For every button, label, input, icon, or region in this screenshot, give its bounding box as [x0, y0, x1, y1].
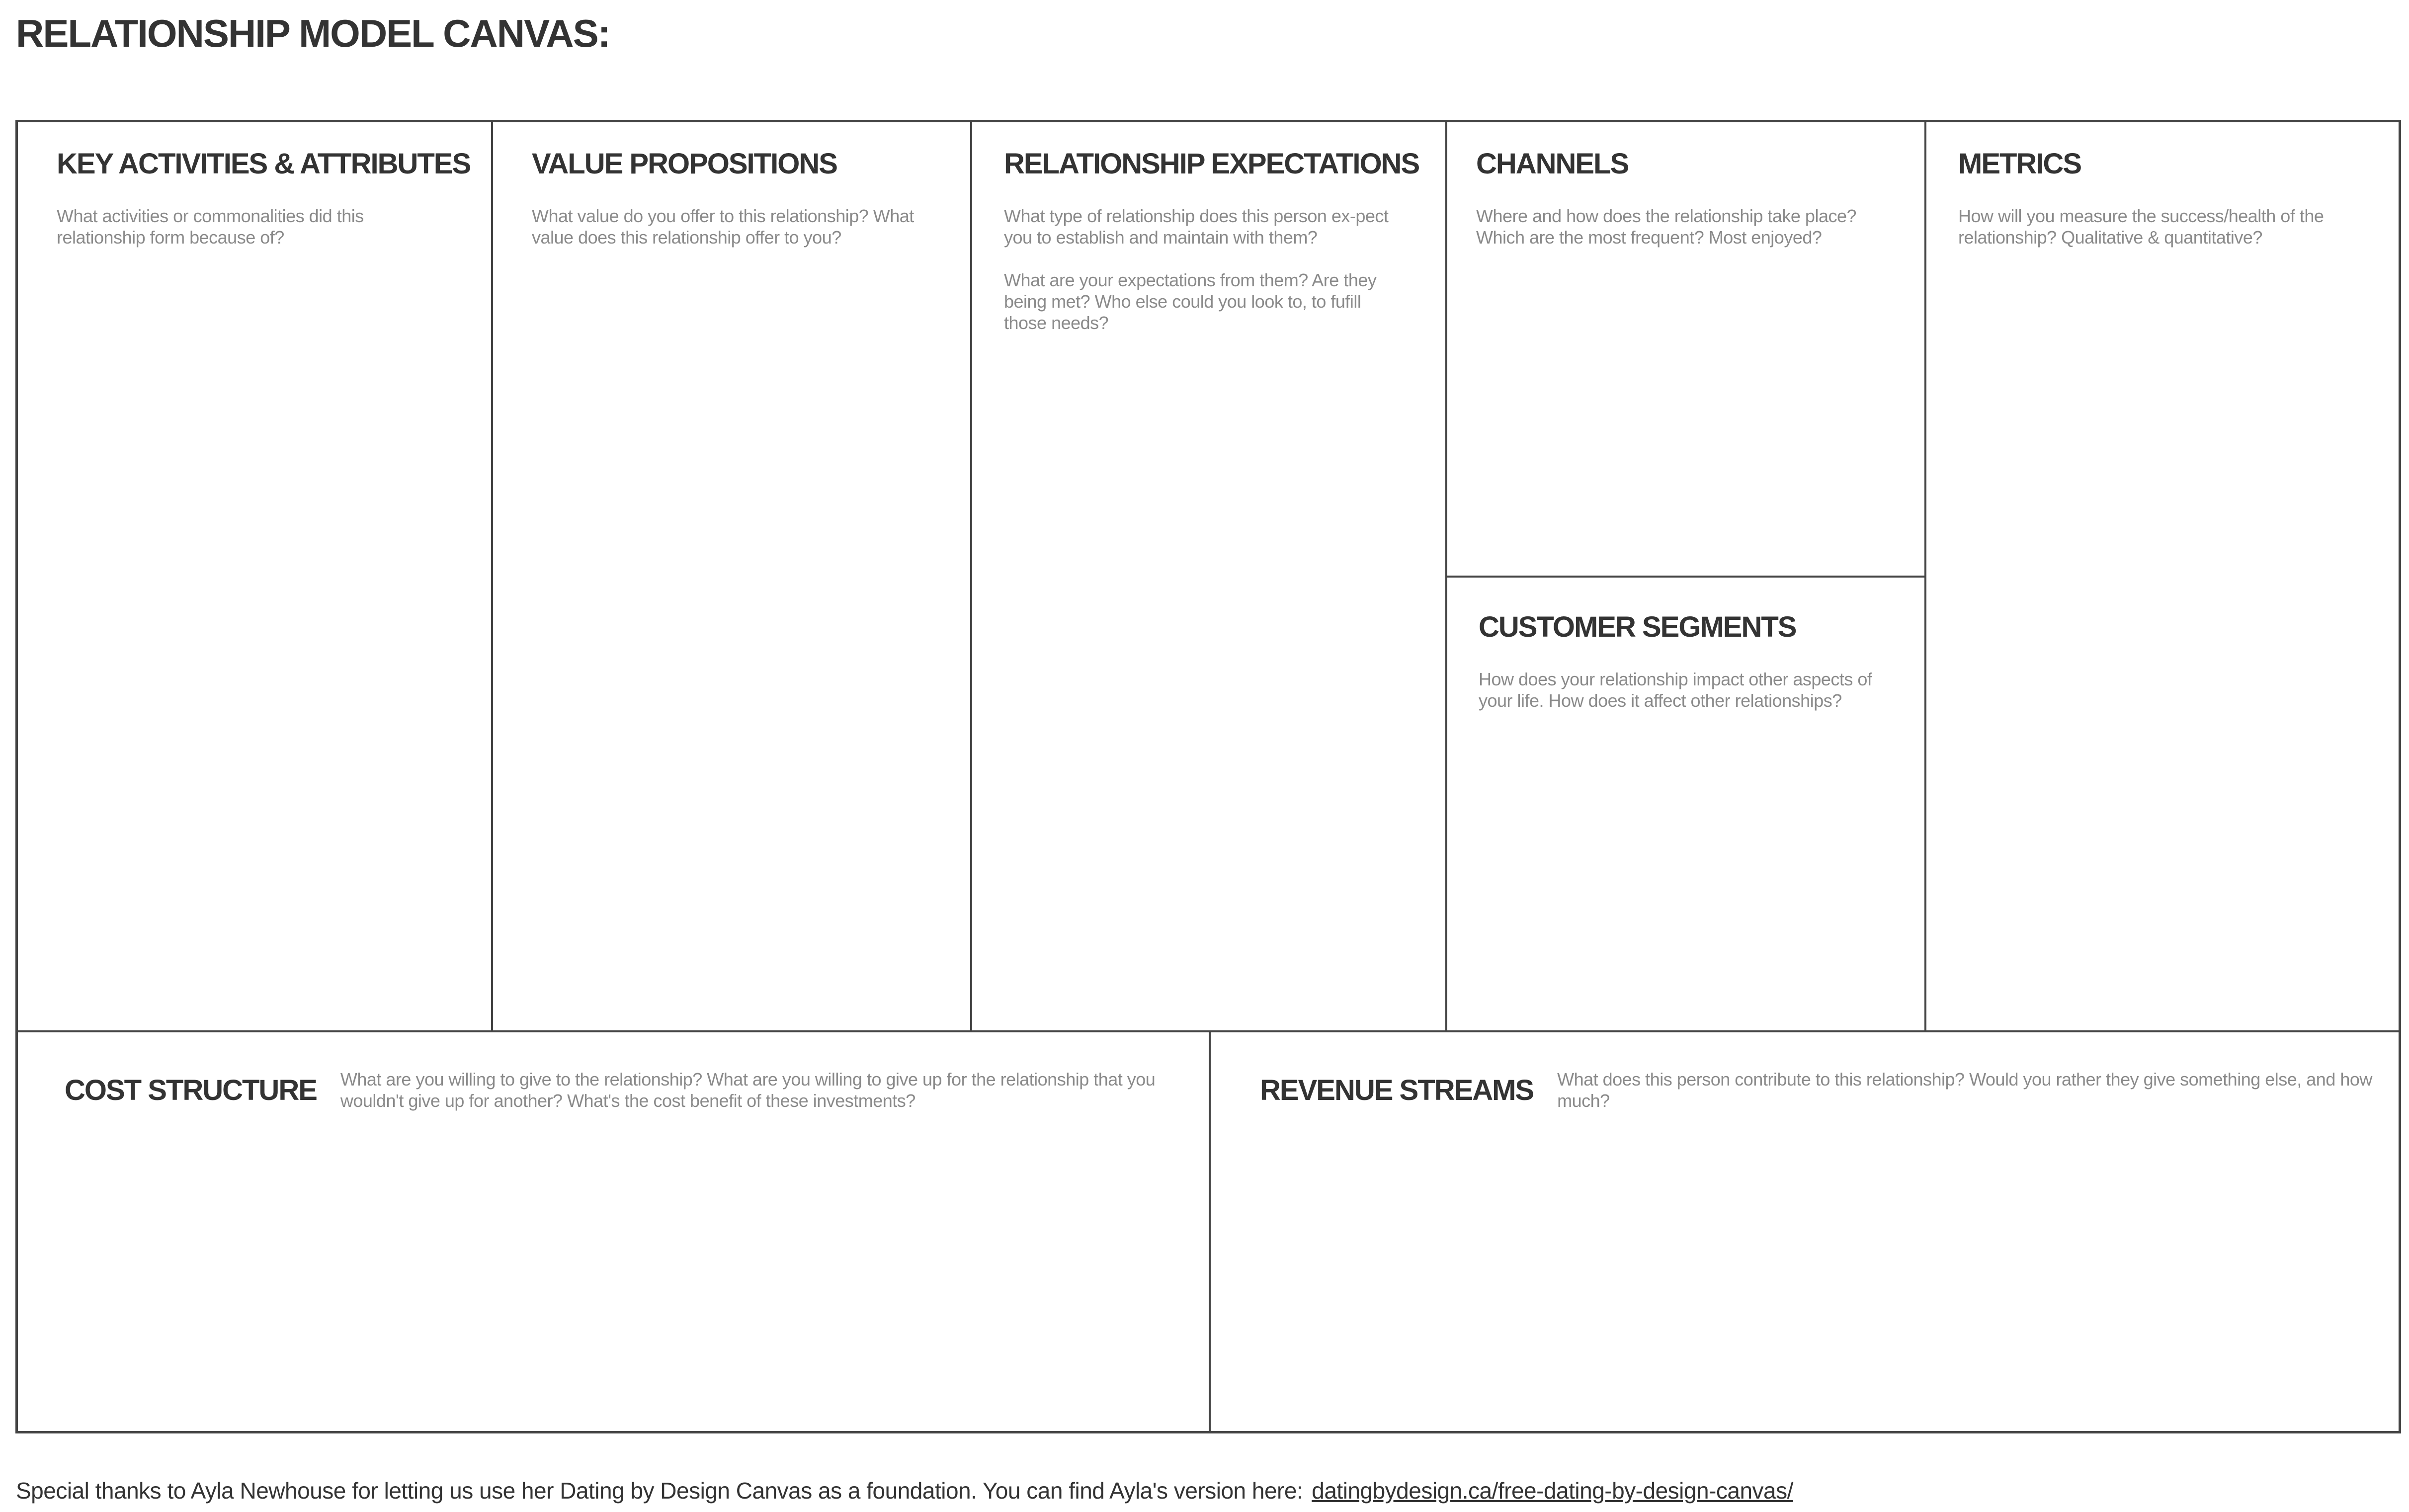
section-heading: METRICS	[1958, 148, 2081, 180]
divider	[491, 120, 493, 1032]
section-description: What value do you offer to this relationship? What value does this relationship offer to you?	[532, 206, 914, 248]
section-revenue-streams[interactable]	[1260, 1069, 2383, 1111]
section-key-activities[interactable]	[57, 147, 471, 248]
section-cost-structure[interactable]	[65, 1069, 1188, 1111]
section-customer-segments[interactable]	[1479, 610, 1916, 711]
section-description: What are you willing to give to the relationship? What are you willing to give up for the relationship that you wouldn't give up for another? What's the cost benefit of these investments?	[340, 1069, 1156, 1111]
section-description: What type of relationship does this person ex-pect you to establish and maintain with them?	[1004, 206, 1389, 248]
section-heading: CUSTOMER SEGMENTS	[1479, 611, 1796, 643]
section-heading: COST STRUCTURE	[65, 1074, 317, 1106]
section-channels[interactable]	[1476, 147, 1913, 248]
section-description: How will you measure the success/health of the relationship? Qualitative & quantitative?	[1958, 206, 2324, 248]
divider	[1209, 1030, 1211, 1433]
section-heading: VALUE PROPOSITIONS	[532, 148, 837, 180]
section-description: How does your relationship impact other aspects of your life. How does it affect other relationships?	[1479, 669, 1872, 711]
footer-credit	[16, 1477, 1793, 1504]
section-heading: REVENUE STREAMS	[1260, 1074, 1534, 1106]
page-title: RELATIONSHIP MODEL CANVAS:	[16, 11, 610, 55]
section-description: What activities or commonalities did this relationship form because of?	[57, 206, 364, 248]
section-metrics[interactable]	[1958, 147, 2386, 248]
section-description: Where and how does the relationship take place? Which are the most frequent? Most enjoyed?	[1476, 206, 1857, 248]
section-heading: CHANNELS	[1476, 148, 1629, 180]
section-heading: RELATIONSHIP EXPECTATIONS	[1004, 148, 1419, 180]
section-relationship-expectations[interactable]	[1004, 147, 1431, 334]
section-heading: KEY ACTIVITIES & ATTRIBUTES	[57, 148, 471, 180]
footer-text: Special thanks to Ayla Newhouse for letting us use her Dating by Design Canvas as a foundation. You can find Ayla's version here:	[16, 1478, 1303, 1504]
divider	[15, 1030, 2401, 1032]
section-description: What are your expectations from them? Are they being met? Who else could you look to, to fufill those needs?	[1004, 270, 1377, 333]
section-value-propositions[interactable]	[532, 147, 949, 248]
footer-link[interactable]: datingbydesign.ca/free-dating-by-design-canvas/	[1312, 1478, 1793, 1504]
section-description: What does this person contribute to this relationship? Would you rather they give something else, and how much?	[1557, 1069, 2372, 1111]
divider	[1445, 576, 1926, 578]
divider	[970, 120, 972, 1032]
